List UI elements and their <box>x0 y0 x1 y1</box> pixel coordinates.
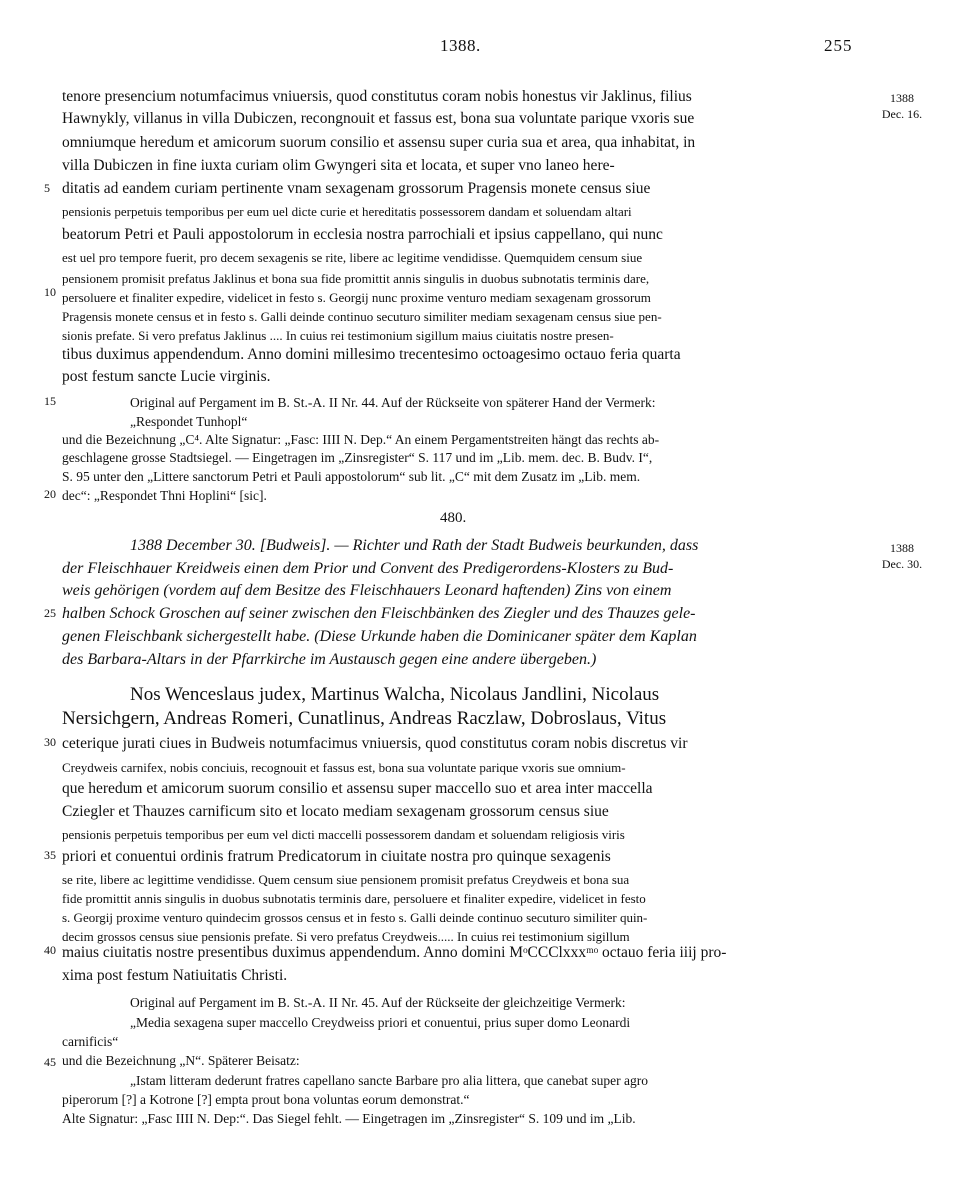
note-line: Original auf Pergament im B. St.-A. II Nr. 44. Auf der Rückseite von späterer Hand der Vermerk: <box>130 395 656 410</box>
text-line: post festum sancte Lucie virginis. <box>62 368 271 385</box>
text-line: s. Georgij proxime venturo quindecim grossos census et in festo s. Galli deinde continuo secuturo similiter quin- <box>62 910 648 925</box>
text-line: ditatis ad eandem curiam pertinente vnam sexagenam grossorum Pragensis monete census siue <box>62 180 651 197</box>
margin-date: Dec. 30. <box>881 557 923 571</box>
running-head-year: 1388. <box>440 36 481 55</box>
text-line: Nersichgern, Andreas Romeri, Cunatlinus, Andreas Raczlaw, Dobroslaus, Vitus <box>62 708 667 729</box>
note-line: S. 95 unter den „Littere sanctorum Petri et Pauli appostolorum“ sub lit. „C“ mit dem Zusatz im „Lib. mem. <box>62 469 641 484</box>
regest-line: 1388 December 30. [Budweis]. — Richter und Rath der Stadt Budweis beurkunden, dass <box>130 537 699 554</box>
text-line: maius ciuitatis nostre presentibus duximus appendendum. Anno domini MᵒCCClxxxᵐᵒ octauo feria iiij pro- <box>62 944 727 961</box>
margin-date-note-1 <box>872 90 932 122</box>
line-number: 20 <box>44 487 56 501</box>
text-line: est uel pro tempore fuerit, pro decem sexagenis se rite, libere ac legitime vendidisse. Quemquidem censum siue <box>62 250 643 265</box>
note-line: geschlagene grosse Stadtsiegel. — Eingetragen im „Zinsregister“ S. 117 und im „Lib. mem. dec. B. Budv. I“, <box>62 450 653 465</box>
text-line: Nos Wenceslaus judex, Martinus Walcha, Nicolaus Jandlini, Nicolaus <box>130 684 660 705</box>
text-line: tenore presencium notumfacimus vniuersis, quod constitutus coram nobis honestus vir Jaklinus, filius <box>62 88 692 105</box>
line-number: 35 <box>44 848 56 862</box>
margin-year: 1388 <box>890 91 914 105</box>
note-line: Original auf Pergament im B. St.-A. II Nr. 45. Auf der Rückseite der gleichzeitige Vermerk: <box>130 995 626 1010</box>
text-line: villa Dubiczen in fine iuxta curiam olim Gwyngeri sita et locata, et super vno laneo here- <box>62 157 615 174</box>
line-number: 30 <box>44 735 56 749</box>
text-line: se rite, libere ac legittime vendidisse. Quem censum siue pensionem promisit prefatus Creydweis et bona sua <box>62 872 630 887</box>
text-line: pensionis perpetuis temporibus per eum uel dicte curie et hereditatis possessorem dandam et soluendam altari <box>62 204 632 219</box>
text-line: xima post festum Natiuitatis Christi. <box>62 967 288 984</box>
line-number: 15 <box>44 394 56 408</box>
text-line: Creydweis carnifex, nobis conciuis, recognouit et fassus est, bona sua voluntate parique vxoris sue omnium- <box>62 760 626 775</box>
charter-number: 480. <box>440 510 467 526</box>
line-number: 25 <box>44 606 56 620</box>
margin-year: 1388 <box>890 541 914 555</box>
margin-date: Dec. 16. <box>881 107 923 121</box>
regest-line: der Fleischhauer Kreidweis einen dem Prior und Convent des Predigerordens-Klosters zu Bud- <box>62 560 674 577</box>
note-line: Alte Signatur: „Fasc IIII N. Dep:“. Das Siegel fehlt. — Eingetragen im „Zinsregister“ S. 109 und im „Lib. <box>62 1111 636 1126</box>
line-number: 45 <box>44 1055 56 1069</box>
text-line: Cziegler et Thauzes carnificum sito et locato mediam sexagenam grossorum census siue <box>62 803 609 820</box>
note-line: und die Bezeichnung „N“. Späterer Beisatz: <box>62 1053 300 1068</box>
regest-line: weis gehörigen (vordem auf dem Besitze des Fleischhauers Leonard haftenden) Zins von einem <box>62 582 672 599</box>
margin-date-note-2 <box>872 540 932 572</box>
line-number: 40 <box>44 943 56 957</box>
regest-line: genen Fleischbank sichergestellt habe. (Diese Urkunde haben die Dominicaner später dem Kaplan <box>62 628 697 645</box>
text-line: decim grossos census siue pensionis prefate. Si vero prefatus Creydweis..... In cuius rei testimonium sigillum <box>62 929 630 944</box>
note-line: carnificis“ <box>62 1034 119 1049</box>
page-header <box>0 36 960 58</box>
text-line: pensionis perpetuis temporibus per eum vel dicti maccelli possessorem dandam et soluendam religiosis viris <box>62 827 625 842</box>
note-line: „Respondet Tunhopl“ <box>130 414 248 429</box>
text-line: sionis prefate. Si vero prefatus Jaklinus .... In cuius rei testimonium sigillum maius ciuitatis nostre presen- <box>62 328 614 343</box>
regest-line: des Barbara-Altars in der Pfarrkirche im Austausch gegen eine andere übergeben.) <box>62 651 597 668</box>
note-line: „Media sexagena super maccello Creydweiss priori et conuentui, prius super domo Leonardi <box>130 1015 631 1030</box>
regest-line: halben Schock Groschen auf seiner zwischen den Fleischbänken des Ziegler und des Thauzes gele- <box>62 605 696 622</box>
page-number: 255 <box>824 36 853 55</box>
note-line: „Istam litteram dederunt fratres capellano sancte Barbare pro alia littera, que canebat super agro <box>130 1073 648 1088</box>
text-line: tibus duximus appendendum. Anno domini millesimo trecentesimo octoagesimo octauo feria quarta <box>62 346 681 363</box>
text-line: priori et conuentui ordinis fratrum Predicatorum in ciuitate nostra pro quinque sexagenis <box>62 848 611 865</box>
note-line: dec“: „Respondet Thni Hoplini“ [sic]. <box>62 488 267 503</box>
text-line: persoluere et finaliter expedire, videlicet in festo s. Georgij nunc proxime venturo mediam sexagenam grossorum <box>62 290 651 305</box>
text-line: beatorum Petri et Pauli appostolorum in ecclesia nostra parrochiali et ipsius cappellano, qui nunc <box>62 226 663 243</box>
line-number: 5 <box>44 181 50 195</box>
text-line: que heredum et amicorum suorum consilio et assensu super maccello suo et area inter maccella <box>62 780 653 797</box>
line-number: 10 <box>44 285 56 299</box>
text-line: Hawnykly, villanus in villa Dubiczen, recongnouit et fassus est, bona sua voluntate parique vxoris sue <box>62 110 695 127</box>
note-line: piperorum [?] a Kotrone [?] empta prout bona voluntas eorum demonstrat.“ <box>62 1092 470 1107</box>
note-line: und die Bezeichnung „C⁴. Alte Signatur: „Fasc: IIII N. Dep.“ An einem Pergamentstreiten hängt das rechts ab- <box>62 432 660 447</box>
text-line: Pragensis monete census et in festo s. Galli deinde continuo secuturo similiter mediam sexagenam census siue pen- <box>62 309 662 324</box>
text-line: omniumque heredum et amicorum suorum consilio et assensu super curia sua et area, qua inhabitat, in <box>62 134 696 151</box>
text-line: pensionem promisit prefatus Jaklinus et bona sua fide promittit annis singulis in duobus subnotatis terminis dare, <box>62 271 650 286</box>
text-line: fide promittit annis singulis in duobus subnotatis terminis dare, persoluere et finaliter expedire, videlicet in festo <box>62 891 646 906</box>
text-line: ceterique jurati ciues in Budweis notumfacimus vniuersis, quod constitutus coram nobis discretus vir <box>62 735 688 752</box>
